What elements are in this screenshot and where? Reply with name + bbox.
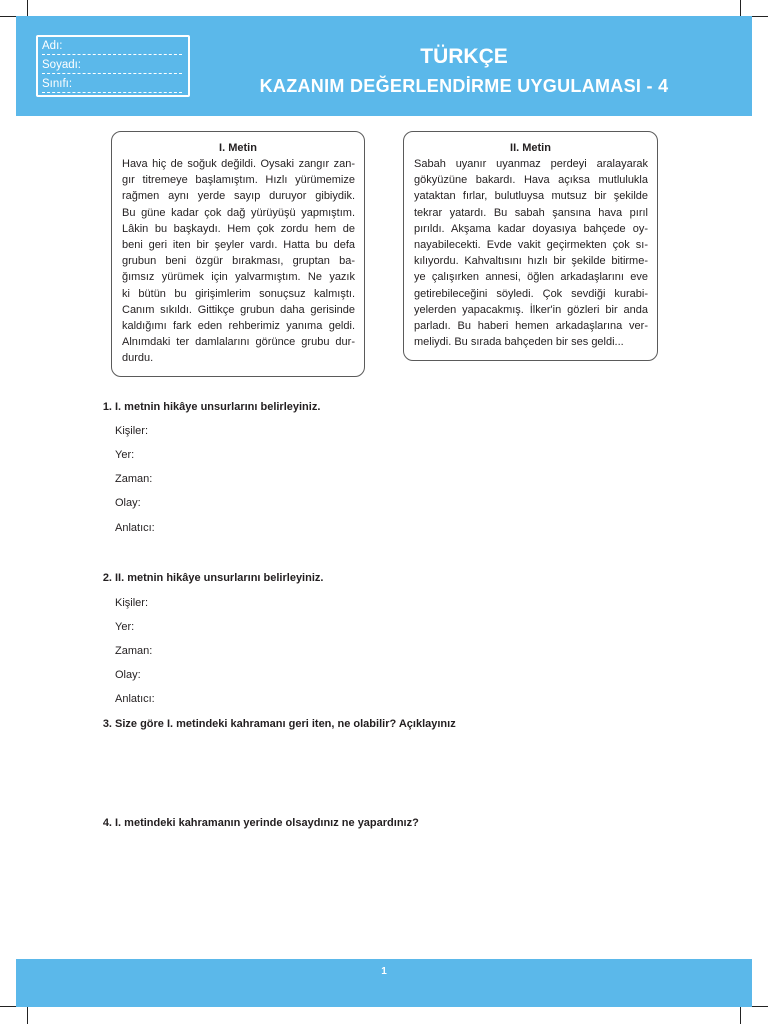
text-line: Bu güne kadar çok dağ yürüyüşü yapmıştım. [122,206,355,219]
text-line: yelerden yapacakmış. İlker'in gözleri bir anda [414,303,648,316]
crop-mark [27,0,28,17]
crop-mark [740,1007,741,1024]
text-line: kılıyordu. Kahvaltısını hızlı bir şekilde bitirme- [414,255,648,268]
text-line: Alnımdaki ter damlalarını görünce grubu dur- [122,336,355,349]
question-text: Size göre I. metindeki kahramanı geri iten, ne olabilir? Açıklayınız [115,718,456,730]
header-banner [16,16,752,116]
text-line: yataktan fırlar, bulutluysa mutsuz bir şekilde [414,190,648,203]
text-line: tekrar yatardı. Bu sabah şansına hava pırıl [414,206,648,219]
text-box-body [404,156,657,350]
crop-mark [740,0,741,17]
text-line: durdu. [122,352,154,365]
surname-field: Soyadı: [42,58,182,74]
crop-mark [751,1006,768,1007]
crop-mark [27,1007,28,1024]
field-persons: Kişiler: [115,425,149,437]
question-number: 4. [102,817,112,829]
question-1 [88,401,320,413]
text-line: gökyüzüne bakardı. Hava açıksa mutlulukla [414,174,648,187]
page-number: 1 [381,966,387,977]
field-time: Zaman: [115,645,153,657]
text-line: parladı. Bu haberi hemen arkadaşlarına ver- [414,320,648,333]
question-number: 2. [102,572,112,584]
text-line: Lâkin bu başkaydı. Hem çok zordu hem de [122,222,355,235]
question-number: 3. [102,718,112,730]
crop-mark [0,16,17,17]
text-box-title: I. Metin [219,142,257,154]
text-box-title: II. Metin [510,142,551,154]
text-line: ki bütün bu girişimlerim sonuçsuz kalmıştı. [122,287,355,300]
text-line: getirebileceğini söyledi. Çok sevdiği kurabi- [414,287,648,300]
text-line: gır titremeye başlamıştım. Hızlı yürümemize [122,174,355,187]
question-4 [88,817,419,829]
question-text: I. metindeki kahramanın yerinde olsaydınız ne yapardınız? [115,817,419,829]
text-box-2 [403,131,658,361]
question-text: II. metnin hikâye unsurlarını belirleyiniz. [115,572,324,584]
question-text: I. metnin hikâye unsurlarını belirleyiniz. [115,401,321,413]
field-narrator: Anlatıcı: [115,522,155,534]
text-line: beni geri iten bir şeyler vardı. Hatta bu defa [122,239,355,252]
text-line: ğımsız yürümek için yalvarmıştım. Ne yazık [122,271,355,284]
field-event: Olay: [115,669,141,681]
question-3 [88,718,456,730]
text-line: nayabilecekti. Evde vakit geçirmekten çok sı- [414,239,648,252]
question-2 [88,572,323,584]
footer-banner [16,959,752,1007]
field-narrator: Anlatıcı: [115,693,155,705]
field-place: Yer: [115,621,135,633]
student-info-box [36,35,190,97]
page-title: TÜRKÇE [420,45,508,68]
text-line: rağmen aynı yerde sayıp duruyor gibiydik. [122,190,355,203]
field-time: Zaman: [115,473,153,485]
text-line: meliydi. Bu sırada bahçeden bir ses geldi... [414,336,624,349]
text-line: Canım sıkıldı. Gittikçe grubun daha gerisinde [122,303,355,316]
text-line: grubun beni özgür bırakması, gruptan ba- [122,255,355,268]
text-line: ye çalışırken annesi, öğlen arkadaşlarını eve [414,271,648,284]
crop-mark [0,1006,17,1007]
text-box-1 [111,131,365,377]
text-line: Sabah uyanır uyanmaz perdeyi aralayarak [414,158,648,170]
text-box-body [112,156,364,367]
field-place: Yer: [115,449,135,461]
text-line: pırıldı. Akşama kadar doyasıya bahçede oy- [414,222,648,235]
text-line: kaldığımı fark eden rehberimiz yanıma geldi. [122,320,355,333]
crop-mark [751,16,768,17]
class-field: Sınıfı: [42,77,182,93]
name-field: Adı: [42,39,182,55]
text-line: Hava hiç de soğuk değildi. Oysaki zangır zan- [122,158,355,170]
page-subtitle: KAZANIM DEĞERLENDİRME UYGULAMASI - 4 [259,76,669,96]
field-event: Olay: [115,497,141,509]
field-persons: Kişiler: [115,597,149,609]
question-number: 1. [102,401,112,413]
